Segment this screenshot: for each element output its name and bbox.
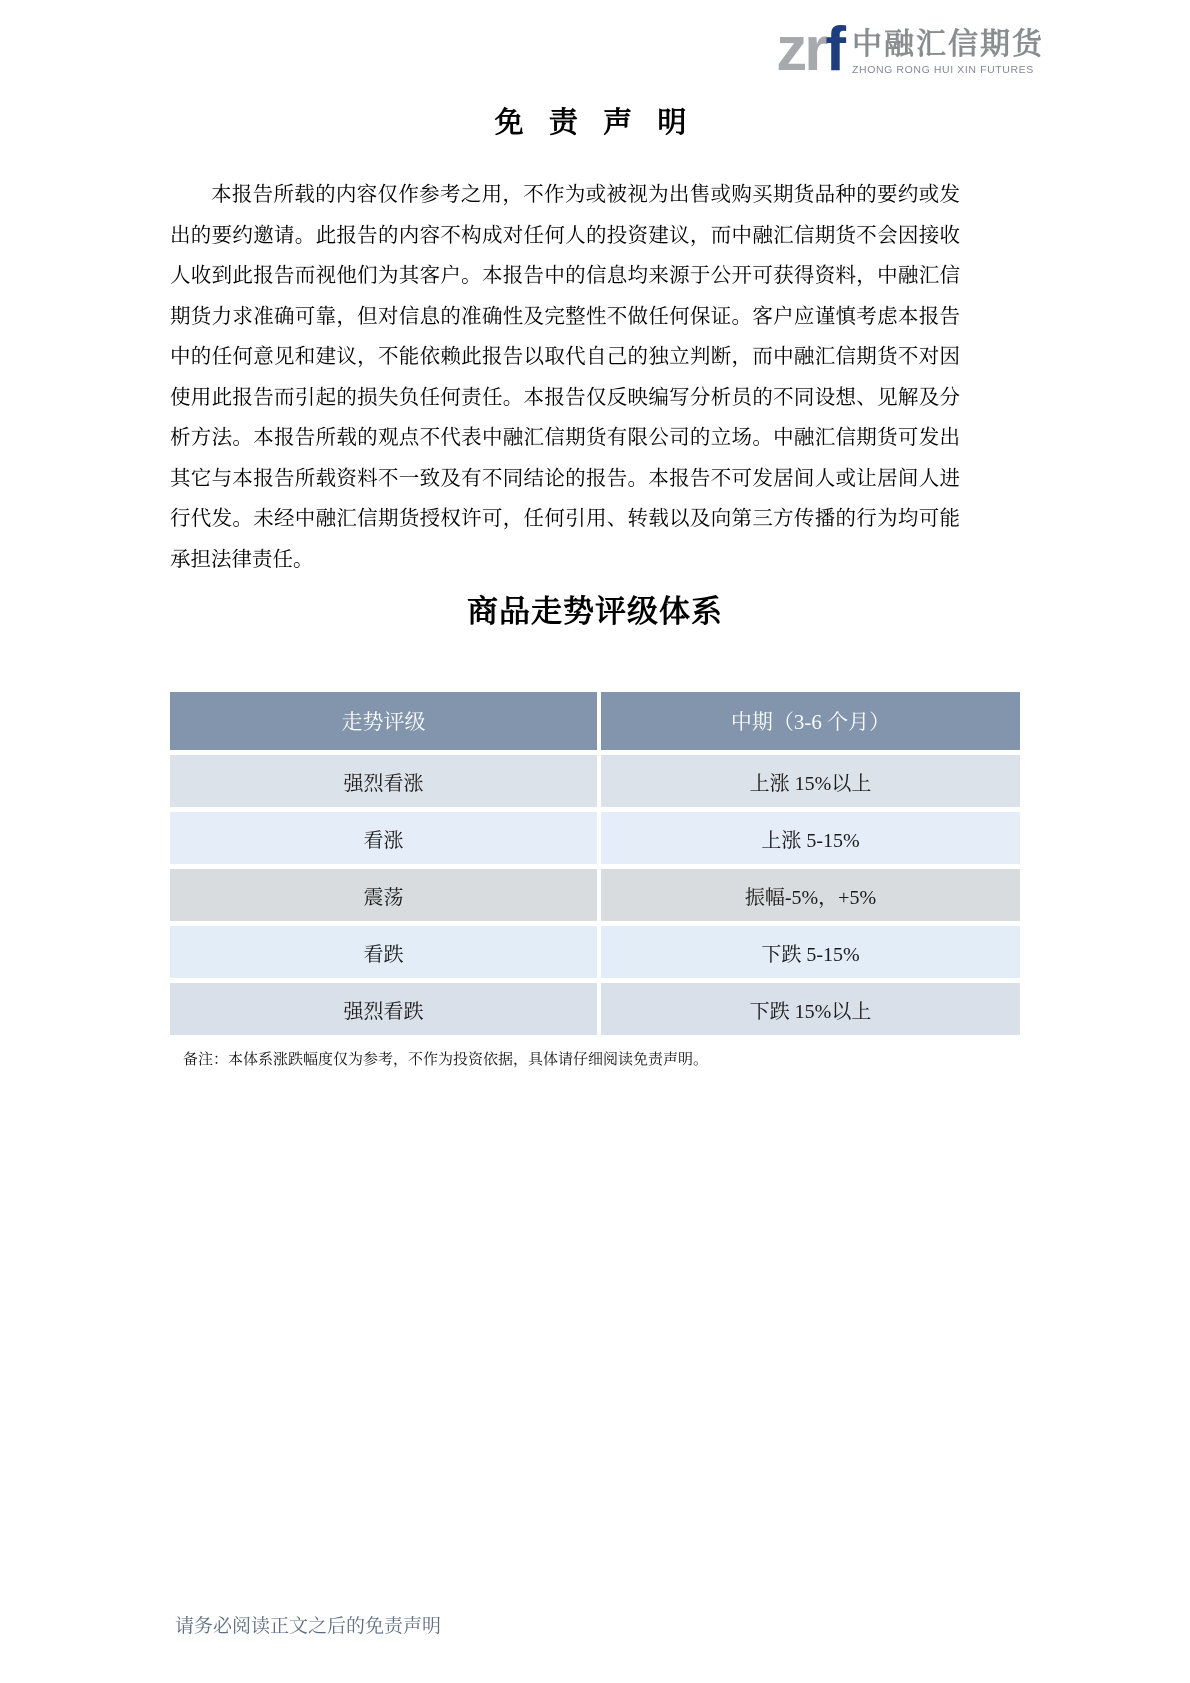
page-footer-disclaimer: 请务必阅读正文之后的免责声明 [175, 1616, 442, 1637]
table-header-row [170, 692, 1020, 750]
company-name-chinese: 中融汇信期货 [852, 27, 1044, 62]
range-cell: 下跌 15%以上 [601, 983, 1020, 1035]
rating-system-title: 商品走势评级体系 [467, 594, 723, 629]
table-row [170, 812, 1020, 864]
company-logo [776, 15, 1044, 84]
table-row [170, 983, 1020, 1035]
table-row [170, 926, 1020, 978]
logo-letter-f: f [825, 15, 843, 84]
rating-table [170, 692, 1020, 1040]
range-cell: 上涨 5-15% [601, 812, 1020, 864]
rating-cell: 看跌 [170, 926, 597, 978]
rating-cell: 看涨 [170, 812, 597, 864]
rating-cell: 强烈看涨 [170, 755, 597, 807]
range-cell: 振幅-5%，+5% [601, 869, 1020, 921]
rating-cell: 震荡 [170, 869, 597, 921]
zrf-logo-mark [776, 15, 843, 84]
disclaimer-paragraph: 本报告所载的内容仅作参考之用，不作为或被视为出售或购买期货品种的要约或发出的要约邀请。此报告的内容不构成对任何人的投资建议，而中融汇信期货不会因接收人收到此报告而视他们为其客户。本报告中的信息均来源于公开可获得资料，中融汇信期货力求准确可靠，但对信息的准确性及完整性不做任何保证。客户应谨慎考虑本报告中的任何意见和建议，不能依赖此报告以取代自己的独立判断，而中融汇信期货不对因使用此报告而引起的损失负任何责任。本报告仅反映编写分析员的不同设想、见解及分析方法。本报告所载的观点不代表中融汇信期货有限公司的立场。中融汇信期货可发出其它与本报告所载资料不一致及有不同结论的报告。本报告不可发居间人或让居间人进行代发。未经中融汇信期货授权许可，任何引用、转载以及向第三方传播的行为均可能承担法律责任。 [170, 184, 960, 571]
page-title: 免 责 声 明 [494, 107, 696, 139]
logo-text-block [852, 22, 1044, 76]
header-midterm-column: 中期（3-6 个月） [601, 692, 1020, 750]
logo-letters-zr: zr [776, 15, 826, 84]
table-footnote: 备注：本体系涨跌幅度仅为参考，不作为投资依据，具体请仔细阅读免责声明。 [183, 1052, 709, 1068]
company-name-english: ZHONG RONG HUI XIN FUTURES [852, 64, 1034, 76]
range-cell: 上涨 15%以上 [601, 755, 1020, 807]
rating-cell: 强烈看跌 [170, 983, 597, 1035]
header-rating-column: 走势评级 [170, 692, 597, 750]
table-row [170, 755, 1020, 807]
table-row [170, 869, 1020, 921]
range-cell: 下跌 5-15% [601, 926, 1020, 978]
